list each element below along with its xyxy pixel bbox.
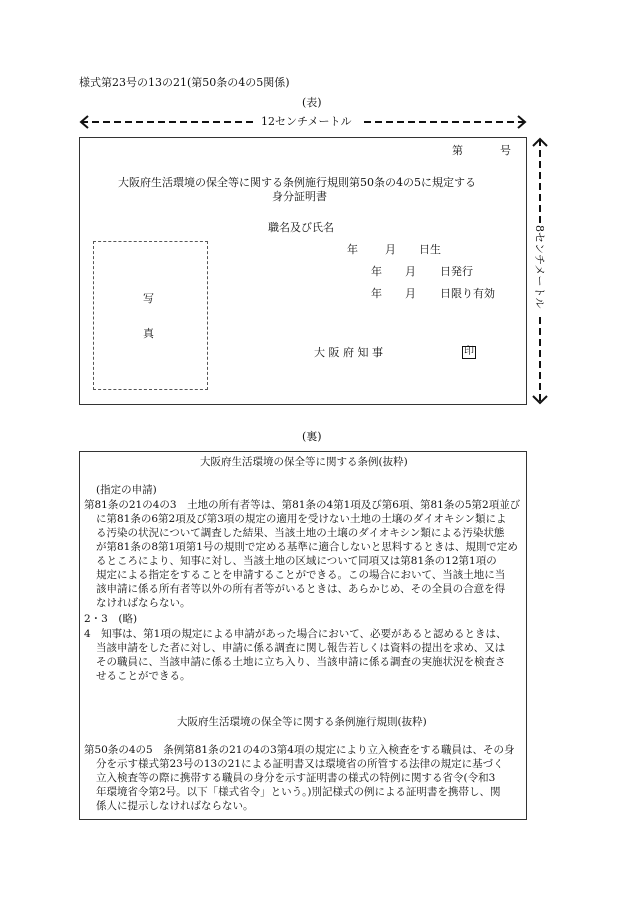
photo-char-2: 真 [143,327,154,340]
section-caption: (指定の申請) [96,484,157,496]
issue-year: 年 [371,265,382,278]
rule-line: 分を示す様式第23号の13の21による証明書又は環境省の所管する法律の規定に基づく [96,758,504,770]
article-line: る汚染の状況について調査した結果、当該土地の土壌のダイオキシン類による汚染状態 [96,527,505,539]
article-line: 規定による指定をすることを申請することができる。この場合において、当該土地に当 [96,569,506,581]
photo-char-1: 写 [143,292,154,305]
name-label: 職名及び氏名 [268,221,334,234]
card-number-suffix: 号 [500,144,511,157]
rule-line: 第50条の4の5 条例第81条の21の4の3第4項の規定により立入検査をする職員は、その身 [84,744,515,756]
issue-day: 日発行 [440,265,473,278]
rule-line: 係人に提示しなければならない。 [96,800,254,812]
article-line: 第81条の21の4の3 土地の所有者等は、第81条の4第1項及び第6項、第81条の5第2項並び [84,499,521,511]
valid-day: 日限り有効 [440,287,495,300]
paragraph-line: 当該申請をした者に対し、申請に係る調査に関し報告若しくは資料の提出を求め、又は [96,642,506,654]
article-81-21-4-3 [84,498,524,610]
width-dimension-arrow [79,114,527,130]
back-label: (裏) [302,430,322,443]
height-dimension-arrow [530,137,550,405]
article-line: るところにより、知事に対し、当該土地の区域について同項又は第81条の12第1項の [96,555,497,567]
card-title-line1: 大阪府生活環境の保全等に関する条例施行規則第50条の4の5に規定する [118,176,476,189]
birth-year: 年 [347,243,358,256]
paragraph-4 [84,627,524,683]
birth-month: 月 [385,243,396,256]
paragraph-line: 4 知事は、第1項の規定による申請があった場合において、必要があると認めるときは、 [84,628,507,640]
form-title: 様式第23号の13の21(第50条の4の5関係) [79,76,290,89]
article-line: が第81条の8第1項第1号の規則で定める基準に適合しないと思料するときは、規則で定め [96,541,518,553]
rule-line: 立入検査等の際に携帯する職員の身分を示す証明書の様式の特例に関する省令(令和3 [96,772,496,784]
height-dimension-label: 8センチメートル [533,225,546,309]
seal-stamp: 印 [464,346,474,357]
paragraph-line: せることができる。 [96,670,191,682]
front-label: (表) [302,96,322,109]
paragraph-line: その職員に、当該申請に係る土地に立ち入り、当該申請に係る調査の実施状況を検査さ [96,656,506,668]
valid-month: 月 [405,287,416,300]
article-line: 該申請に係る所有者等以外の所有者等がいるときは、あらかじめ、その全員の合意を得 [96,583,506,595]
rule-line: 年環境省令第2号。以下「様式省令」という。)別記様式の例による証明書を携帯し、関 [96,786,501,798]
omitted-paragraphs: 2・3 (略) [84,613,138,625]
rule-heading: 大阪府生活環境の保全等に関する条例施行規則(抜粋) [177,716,427,728]
issuer-governor: 大 阪 府 知 事 [314,346,383,359]
issue-month: 月 [405,265,416,278]
article-line: なければならない。 [96,597,191,609]
ordinance-heading: 大阪府生活環境の保全等に関する条例(抜粋) [200,456,408,468]
article-line: に第81条の6第2項及び第3項の規定の適用を受けない土地の土壌のダイオキシン類によ [96,513,507,525]
card-title-line2: 身分証明書 [272,190,327,203]
photo-placeholder [93,241,208,390]
birth-day: 日生 [419,243,441,256]
width-dimension-label: 12センチメートル [261,115,352,128]
valid-year: 年 [371,287,382,300]
card-number-label: 第 [452,144,463,157]
rule-50-4-5 [84,743,524,813]
